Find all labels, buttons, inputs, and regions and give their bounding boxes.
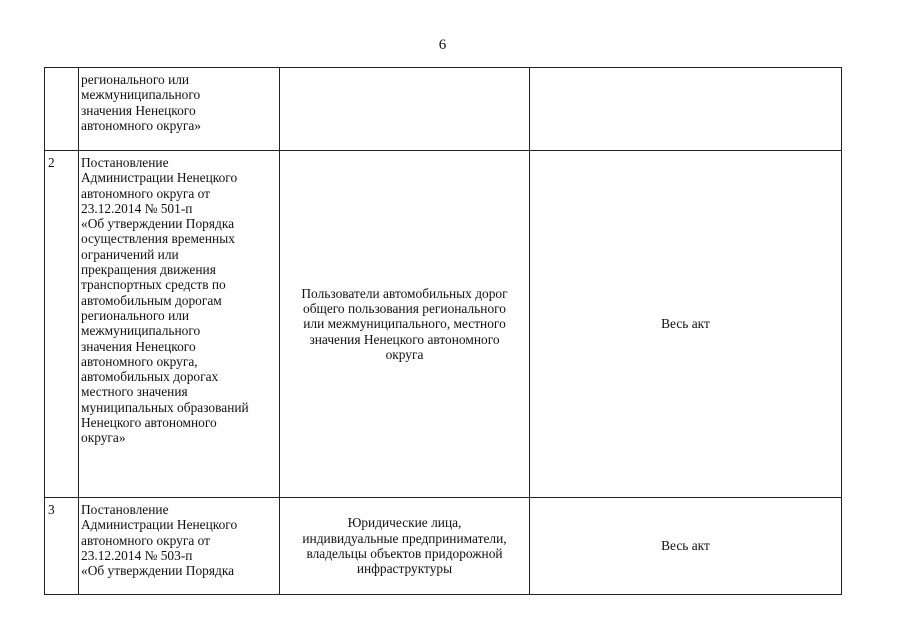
subjects-cell bbox=[280, 68, 530, 151]
row-number-cell bbox=[45, 68, 79, 151]
subjects-cell: Юридические лица, индивидуальные предприниматели, владельцы объектов придорожной инфраструктуры bbox=[280, 498, 530, 595]
act-name-cell: Постановление Администрации Ненецкого автономного округа от 23.12.2014 № 501-п «Об утверждении Порядка осуществления временных ограничений или прекращения движения транспортных средств по автомобильным дорогам регионального или межмуниципального значения Ненецкого автономного округа, автомобильных дорогах местного значения муниципальных образований Ненецкого автономного округа» bbox=[79, 151, 280, 498]
table-row bbox=[45, 151, 842, 498]
scope-cell bbox=[530, 68, 842, 151]
regulatory-acts-table bbox=[44, 67, 842, 595]
act-name-cell: Постановление Администрации Ненецкого автономного округа от 23.12.2014 № 503-п «Об утверждении Порядка bbox=[79, 498, 280, 595]
table-row bbox=[45, 498, 842, 595]
row-number-cell: 2 bbox=[45, 151, 79, 498]
subjects-cell: Пользователи автомобильных дорог общего пользования регионального или межмуниципального, местного значения Ненецкого автономного округа bbox=[280, 151, 530, 498]
scope-cell: Весь акт bbox=[530, 151, 842, 498]
row-number-cell: 3 bbox=[45, 498, 79, 595]
act-name-cell: регионального или межмуниципального значения Ненецкого автономного округа» bbox=[79, 68, 280, 151]
table-row bbox=[45, 68, 842, 151]
page-number: 6 bbox=[438, 37, 447, 53]
scope-cell: Весь акт bbox=[530, 498, 842, 595]
